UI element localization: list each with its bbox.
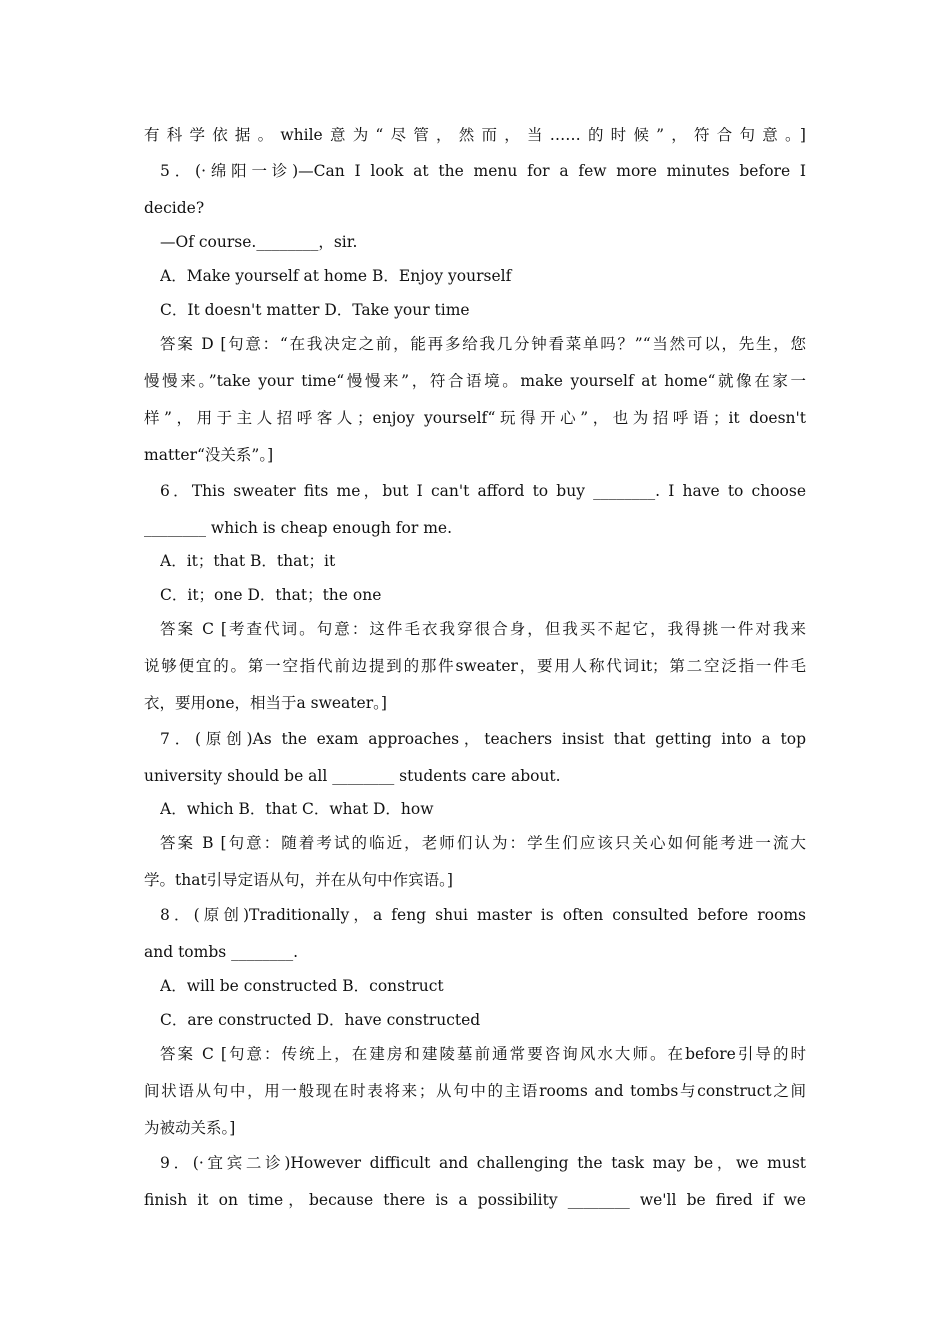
- question-6-explanation: 衣，要用one，相当于a sweater。]: [144, 694, 387, 712]
- question-6-answer: 答案 C [考查代词。句意：这件毛衣我穿很合身，但我买不起它，我得挑一件对我来: [160, 620, 806, 638]
- question-6-explanation: 说够便宜的。第一空指代前边提到的那件sweater，要用人称代词it；第二空泛指一件毛: [144, 657, 806, 675]
- question-8-stem: 8．(原创)Traditionally，a feng shui master is often consulted before rooms: [160, 906, 806, 924]
- question-7-stem: 7．(原创)As the exam approaches，teachers insist that getting into a top: [160, 730, 806, 748]
- question-9-stem: 9．(·宜宾二诊)However difficult and challenging the task may be，we must: [160, 1154, 806, 1172]
- question-6-options-cd: C．it；one D．that；the one: [160, 586, 382, 604]
- question-5-explanation: matter“没关系”。]: [144, 446, 274, 464]
- question-5-stem-cont: decide?: [144, 199, 205, 217]
- question-7-stem-cont: university should be all ________ students care about.: [144, 767, 561, 785]
- question-6-options-ab: A．it；that B．that；it: [160, 552, 336, 570]
- text-line-q4-explanation-end: 有科学依据。while意为“尽管，然而，当……的时候”，符合句意。]: [144, 126, 806, 144]
- question-5-answer: 答案 D [句意：“在我决定之前，能再多给我几分钟看菜单吗？”“当然可以，先生，您: [160, 335, 806, 353]
- question-5-options-ab: A．Make yourself at home B．Enjoy yourself: [160, 267, 512, 285]
- question-5-reply: —Of course.________，sir.: [160, 233, 358, 251]
- question-7-options: A．which B．that C．what D．how: [160, 800, 434, 818]
- question-7-explanation: 学。that引导定语从句，并在从句中作宾语。]: [144, 871, 453, 889]
- question-6-stem-cont: ________ which is cheap enough for me.: [144, 519, 452, 537]
- question-6-stem: 6．This sweater fits me，but I can't afford to buy ________. I have to choose: [160, 482, 806, 500]
- question-8-explanation: 为被动关系。]: [144, 1119, 236, 1137]
- question-5-stem: 5．(·绵阳一诊)—Can I look at the menu for a few more minutes before I: [160, 162, 806, 180]
- question-7-answer: 答案 B [句意：随着考试的临近，老师们认为：学生们应该只关心如何能考进一流大: [160, 834, 806, 852]
- question-5-explanation: 慢慢来。”take your time“慢慢来”，符合语境。make yourself at home“就像在家一: [144, 372, 806, 390]
- question-5-options-cd: C．It doesn't matter D．Take your time: [160, 301, 470, 319]
- question-8-options-ab: A．will be constructed B．construct: [160, 977, 444, 995]
- question-8-stem-cont: and tombs ________.: [144, 943, 299, 961]
- question-9-stem-cont: finish it on time，because there is a possibility ________ we'll be fired if we: [144, 1191, 806, 1209]
- question-8-options-cd: C．are constructed D．have constructed: [160, 1011, 481, 1029]
- question-8-explanation: 间状语从句中，用一般现在时表将来；从句中的主语rooms and tombs与construct之间: [144, 1082, 806, 1100]
- question-5-explanation: 样”，用于主人招呼客人；enjoy yourself“玩得开心”，也为招呼语；it doesn't: [144, 409, 806, 427]
- question-8-answer: 答案 C [句意：传统上，在建房和建陵墓前通常要咨询风水大师。在before引导的时: [160, 1045, 806, 1063]
